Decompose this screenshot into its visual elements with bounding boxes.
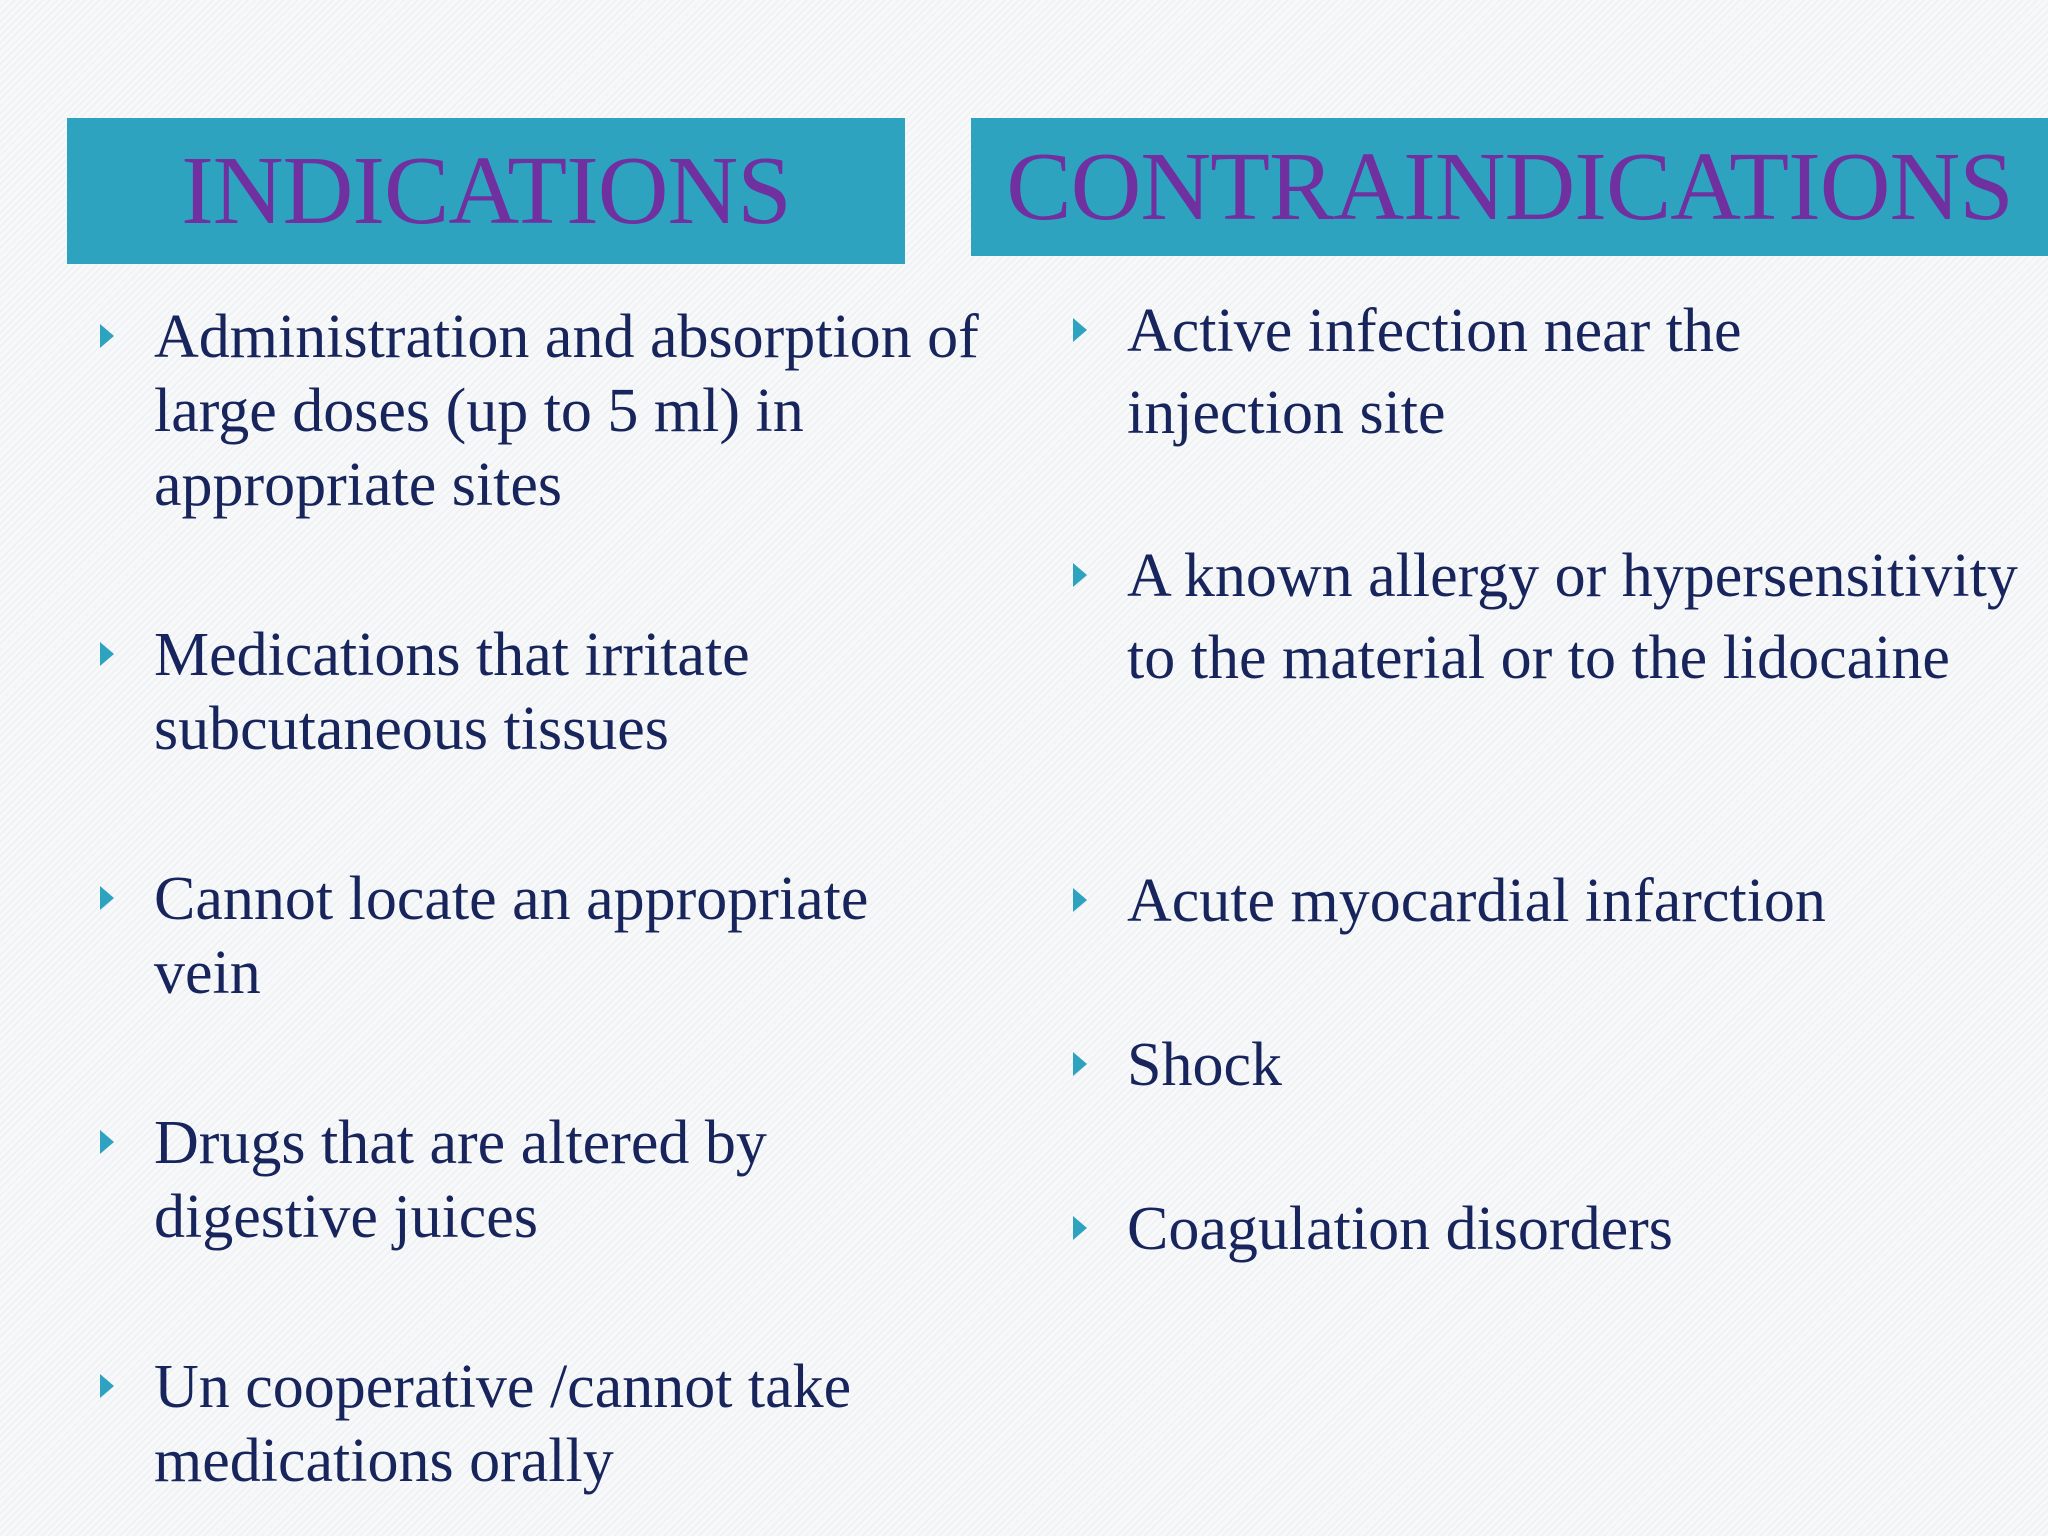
list-item-text: Un cooperative /cannot take medications orally bbox=[154, 1353, 852, 1495]
list-item-text: Shock bbox=[1127, 1031, 1282, 1099]
triangle-bullet-icon bbox=[1073, 1052, 1087, 1076]
list-item-text: Cannot locate an appropriate vein bbox=[154, 865, 869, 1007]
triangle-bullet-icon bbox=[1073, 318, 1087, 342]
triangle-bullet-icon bbox=[1073, 563, 1087, 587]
triangle-bullet-icon bbox=[1073, 888, 1087, 912]
indications-title: INDICATIONS bbox=[181, 137, 791, 245]
triangle-bullet-icon bbox=[100, 886, 114, 910]
triangle-bullet-icon bbox=[100, 1130, 114, 1154]
list-item-text: A known allergy or hypersensitivity to the material or to the lidocaine bbox=[1127, 542, 2018, 692]
triangle-bullet-icon bbox=[100, 642, 114, 666]
list-item-text: Drugs that are altered by digestive juices bbox=[154, 1109, 767, 1251]
list-item-text: Acute myocardial infarction bbox=[1127, 867, 1826, 935]
triangle-bullet-icon bbox=[1073, 1216, 1087, 1240]
contraindications-title: CONTRAINDICATIONS bbox=[1006, 133, 2013, 241]
list-item-text: Coagulation disorders bbox=[1127, 1195, 1673, 1263]
list-item-text: Active infection near the injection site bbox=[1127, 297, 1742, 447]
contraindications-header bbox=[971, 118, 2048, 256]
list-item-text: Medications that irritate subcutaneous tissues bbox=[154, 621, 750, 763]
indications-header bbox=[67, 118, 905, 264]
triangle-bullet-icon bbox=[100, 324, 114, 348]
list-item-text: Administration and absorption of large doses (up to 5 ml) in appropriate sites bbox=[154, 303, 979, 519]
triangle-bullet-icon bbox=[100, 1374, 114, 1398]
